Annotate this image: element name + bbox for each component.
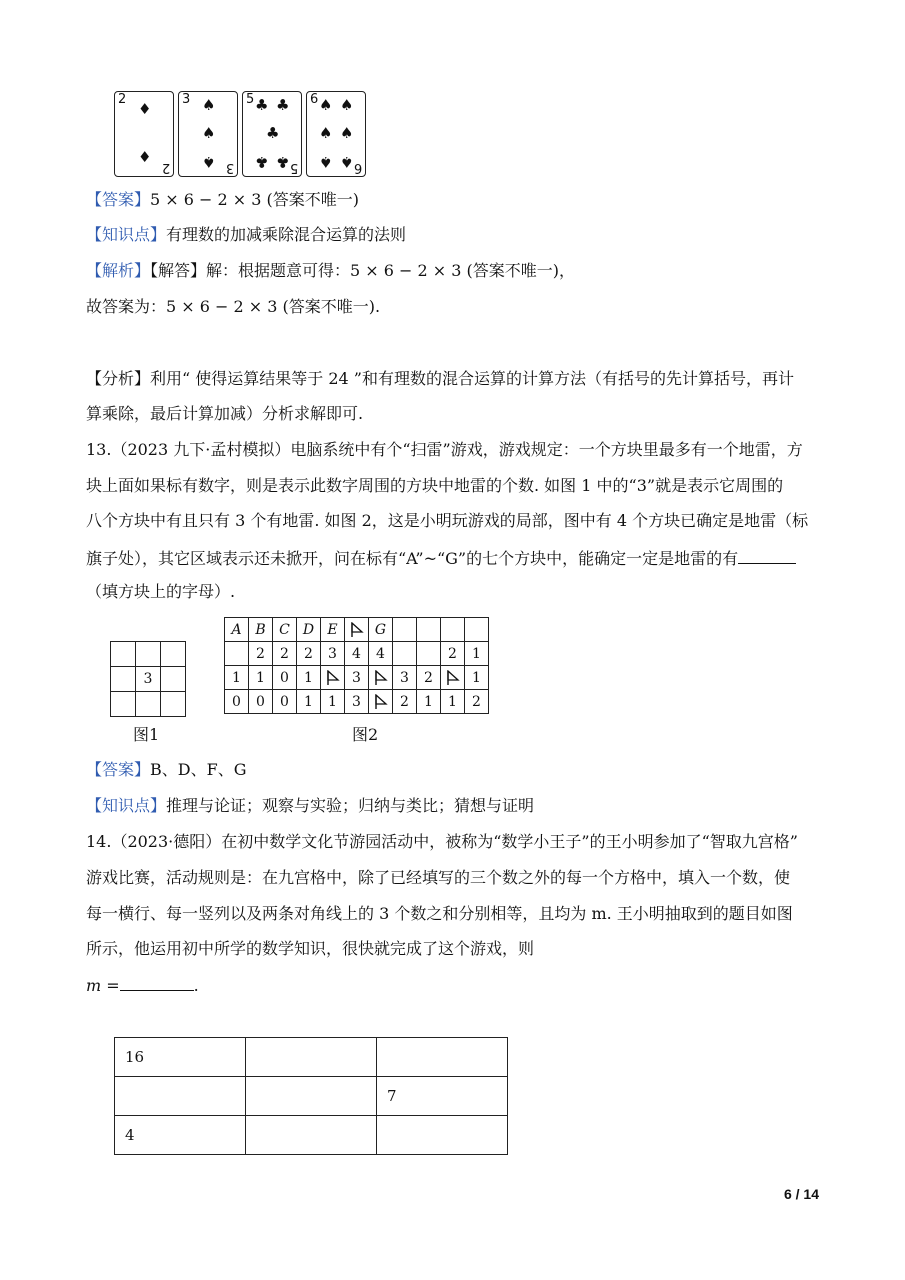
- m-end: .: [193, 976, 199, 995]
- magic-square-grid: [114, 1037, 508, 1155]
- grid-cell: 3: [345, 690, 369, 714]
- club-icon: ♣: [255, 153, 269, 171]
- grid-cell: 1: [441, 690, 465, 714]
- analysis-tag: 【解析】: [86, 261, 151, 280]
- letter-cell: E: [321, 618, 345, 642]
- magic-cell: [246, 1116, 377, 1155]
- card-rank: 6: [310, 92, 319, 107]
- fig1-center-cell: 3: [136, 667, 161, 692]
- club-icon: ♣: [276, 153, 290, 171]
- grid-cell: 1: [297, 690, 321, 714]
- grid-cell: 0: [273, 666, 297, 690]
- magic-cell: 7: [377, 1077, 508, 1116]
- magic-cell: [246, 1077, 377, 1116]
- q12-answer-line: [86, 190, 359, 210]
- spade-icon: ♠: [319, 153, 333, 171]
- figure-2-grid: [224, 617, 489, 714]
- letter-cell: D: [297, 618, 321, 642]
- q13-knowledge-line: [86, 796, 534, 816]
- grid-cell: 3: [345, 666, 369, 690]
- flag-icon: [374, 670, 388, 686]
- grid-cell: [393, 618, 417, 642]
- grid-cell: 0: [273, 690, 297, 714]
- knowledge-text: 有理数的加减乘除混合运算的法则: [166, 225, 407, 244]
- spade-icon: ♠: [319, 96, 333, 114]
- grid-cell: 2: [465, 690, 489, 714]
- spade-icon: ♠: [340, 153, 354, 171]
- letter-cell: C: [273, 618, 297, 642]
- letter-cell: B: [249, 618, 273, 642]
- knowledge-text: 推理与论证；观察与实验；归纳与类比；猜想与证明: [166, 796, 535, 815]
- flag-icon: [350, 622, 364, 638]
- grid-cell: 2: [249, 642, 273, 666]
- card-rank: 3: [225, 160, 234, 175]
- grid-cell: 1: [321, 690, 345, 714]
- q12-knowledge-line: [86, 225, 406, 245]
- grid-cell: 2: [273, 642, 297, 666]
- q12-fenxi-2: 算乘除，最后计算加减）分析求解即可.: [86, 404, 364, 423]
- card-rank: 2: [161, 160, 170, 175]
- grid-cell: 4: [369, 642, 393, 666]
- grid-cell: 1: [249, 666, 273, 690]
- q13-line-4-text: 旗子处），其它区域表示还未掀开，问在标有“A”~“G”的七个方块中，能确定一定是地雷的有: [86, 549, 739, 568]
- analysis-text: 【解答】解：根据题意可得：5 × 6 − 2 × 3 (答案不唯一)，: [150, 261, 576, 280]
- answer-blank: [738, 547, 796, 564]
- magic-cell: [377, 1116, 508, 1155]
- spade-icon: ♠: [202, 96, 216, 114]
- mine-flag-cell: [321, 666, 345, 690]
- figure-2-caption: 图2: [352, 725, 379, 744]
- spade-icon: ♠: [202, 124, 216, 142]
- answer-text: 5 × 6 − 2 × 3 (答案不唯一): [150, 190, 360, 209]
- spade-icon: ♠: [340, 124, 354, 142]
- club-icon: ♣: [266, 124, 280, 142]
- q12-conclusion: 故答案为：5 × 6 − 2 × 3 (答案不唯一).: [86, 297, 381, 316]
- grid-cell: [465, 618, 489, 642]
- grid-cell: 2: [297, 642, 321, 666]
- mine-flag-cell: [345, 618, 369, 642]
- spade-icon: ♠: [319, 124, 333, 142]
- flag-icon: [446, 670, 460, 686]
- answer-tag: 【答案】: [86, 760, 151, 779]
- grid-cell: 1: [225, 666, 249, 690]
- diamond-icon: ♦: [138, 148, 152, 166]
- grid-cell: 2: [417, 666, 441, 690]
- figure-1-grid: [110, 641, 186, 717]
- club-icon: ♣: [276, 96, 290, 114]
- magic-cell: 16: [115, 1038, 246, 1077]
- mine-flag-cell: [369, 666, 393, 690]
- q12-analysis-line: [86, 261, 575, 281]
- playing-card-5-clubs: [242, 91, 302, 177]
- grid-cell: 1: [417, 690, 441, 714]
- q13-answer-line: [86, 760, 247, 780]
- mine-flag-cell: [369, 690, 393, 714]
- q13-line-3: 八个方块中有且只有 3 个有地雷. 如图 2，这是小明玩游戏的局部，图中有 4 个方块已确定是地雷（标: [86, 511, 809, 530]
- grid-cell: 3: [393, 666, 417, 690]
- knowledge-tag: 【知识点】: [86, 796, 167, 815]
- card-rank: 2: [118, 92, 127, 107]
- q14-m-line: [86, 974, 199, 996]
- card-rank: 5: [289, 160, 298, 175]
- knowledge-tag: 【知识点】: [86, 225, 167, 244]
- playing-card-3-spades: [178, 91, 238, 177]
- q14-line-3: 每一横行、每一竖列以及两条对角线上的 3 个数之和分别相等，且均为 m. 王小明抽取到的题目如图: [86, 904, 793, 923]
- q13-line-5: （填方块上的字母）.: [86, 582, 236, 601]
- spade-icon: ♠: [202, 153, 216, 171]
- club-icon: ♣: [255, 96, 269, 114]
- grid-cell: 3: [321, 642, 345, 666]
- grid-cell: 0: [225, 690, 249, 714]
- card-rank: 6: [353, 160, 362, 175]
- mine-flag-cell: [441, 666, 465, 690]
- playing-card-2-diamonds: [114, 91, 174, 177]
- q13-line-2: 块上面如果标有数字，则是表示此数字周围的方块中地雷的个数. 如图 1 中的“3”就是表示它周围的: [86, 476, 784, 495]
- spade-icon: ♠: [340, 96, 354, 114]
- grid-cell: 1: [465, 666, 489, 690]
- answer-tag: 【答案】: [86, 190, 151, 209]
- card-rank: 3: [182, 92, 191, 107]
- q14-line-4: 所示，他运用初中所学的数学知识，很快就完成了这个游戏，则: [86, 939, 535, 958]
- grid-cell: [225, 642, 249, 666]
- magic-cell: [246, 1038, 377, 1077]
- magic-cell: [115, 1077, 246, 1116]
- letter-cell: A: [225, 618, 249, 642]
- m-label: m =: [86, 976, 120, 995]
- letter-cell: G: [369, 618, 393, 642]
- grid-cell: 1: [465, 642, 489, 666]
- card-rank: 5: [246, 92, 255, 107]
- q14-line-1: 14.（2023·德阳）在初中数学文化节游园活动中，被称为“数学小王子”的王小明参加了“智取九宫格”: [86, 832, 798, 851]
- q12-fenxi-1: 【分析】利用“ 使得运算结果等于 24 ”和有理数的混合运算的计算方法（有括号的先计算括号，再计: [86, 369, 794, 388]
- grid-cell: 2: [393, 690, 417, 714]
- grid-cell: [417, 642, 441, 666]
- grid-cell: 1: [297, 666, 321, 690]
- flag-icon: [326, 670, 340, 686]
- flag-icon: [374, 694, 388, 710]
- magic-cell: 4: [115, 1116, 246, 1155]
- grid-cell: 2: [441, 642, 465, 666]
- q13-line-1: 13.（2023 九下·孟村模拟）电脑系统中有个“扫雷”游戏，游戏规定：一个方块里最多有一个地雷，方: [86, 440, 803, 459]
- answer-text: B、D、F、G: [150, 760, 247, 779]
- grid-cell: 4: [345, 642, 369, 666]
- grid-cell: [441, 618, 465, 642]
- m-blank: [120, 974, 194, 991]
- diamond-icon: ♦: [138, 100, 152, 118]
- playing-card-6-spades: [306, 91, 366, 177]
- grid-cell: 0: [249, 690, 273, 714]
- q13-line-4: [86, 547, 796, 569]
- q14-line-2: 游戏比赛，活动规则是：在九宫格中，除了已经填写的三个数之外的每一个方格中，填入一个数，使: [86, 868, 791, 887]
- page-number: 6 / 14: [783, 1186, 819, 1202]
- grid-cell: [417, 618, 441, 642]
- figure-1-caption: 图1: [133, 725, 160, 744]
- grid-cell: [393, 642, 417, 666]
- magic-cell: [377, 1038, 508, 1077]
